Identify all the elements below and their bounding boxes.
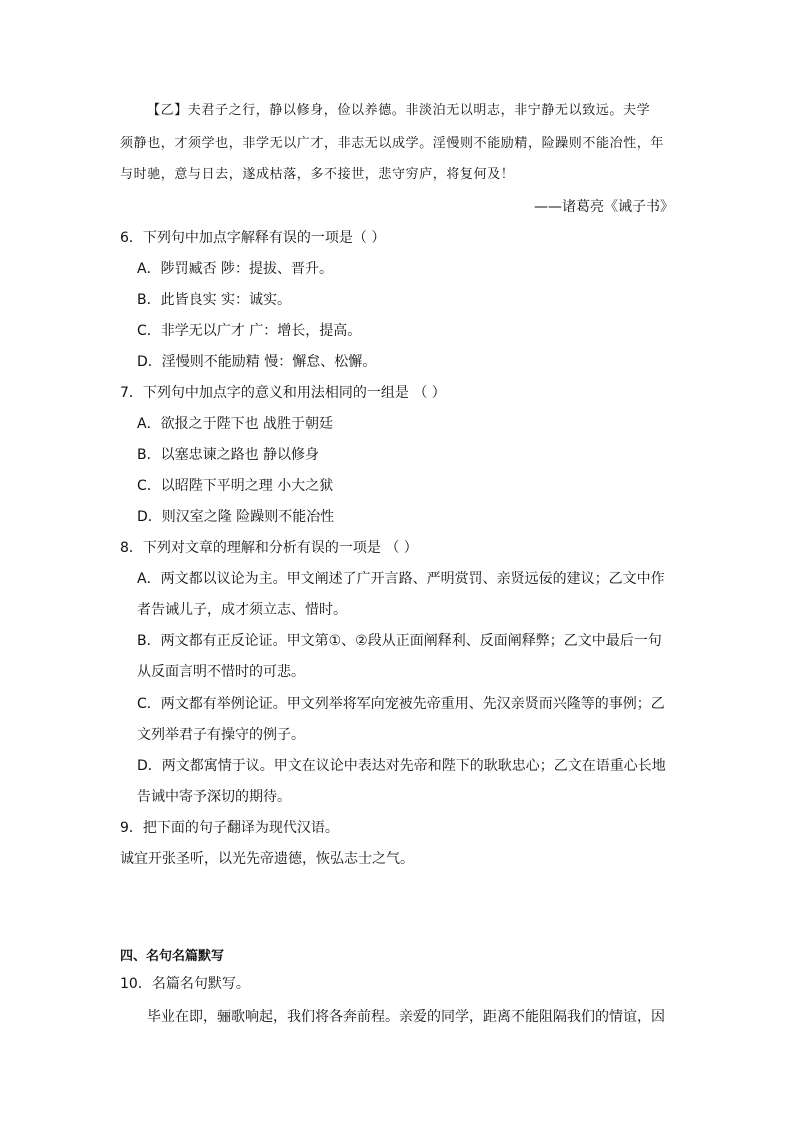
q9-stem: 9．把下面的句子翻译为现代汉语。 xyxy=(120,820,339,836)
q7-option-d: D．则汉室之隆 险躁则不能冶性 xyxy=(137,509,335,525)
q7-option-a: A．欲报之于陛下也 战胜于朝廷 xyxy=(137,416,334,432)
q6-stem: 6．下列句中加点字解释有误的一项是（ ） xyxy=(120,230,386,246)
q8-option-c-line-1: C．两文都有举例论证。甲文列举将军向宠被先帝重用、先汉亲贤而兴隆等的事例；乙 xyxy=(137,696,665,712)
q8-option-a-line-1: A．两文都以议论为主。甲文阐述了广开言路、严明赏罚、亲贤远佞的建议；乙文中作 xyxy=(137,571,665,587)
q8-option-d-line-2: 告诫中寄予深切的期待。 xyxy=(137,789,291,805)
q7-stem: 7．下列句中加点字的意义和用法相同的一组是 （ ） xyxy=(120,385,446,401)
q8-option-c-line-2: 文列举君子有操守的例子。 xyxy=(137,727,305,743)
q10-stem: 10．名篇名句默写。 xyxy=(120,976,250,992)
q10-text: 毕业在即，骊歌响起，我们将各奔前程。亲爱的同学，距离不能阻隔我们的情谊，因 xyxy=(147,1009,665,1025)
q8-option-b-line-1: B．两文都有正反论证。甲文第①、②段从正面阐释利、反面阐释弊；乙文中最后一句 xyxy=(137,633,662,649)
passage-line-1: 【乙】夫君子之行，静以修身，俭以养德。非淡泊无以明志，非宁静无以致远。夫学 xyxy=(147,103,651,118)
q6-option-d: D．淫慢则不能励精 慢：懈怠、松懈。 xyxy=(137,354,377,370)
passage-line-3: 与时驰，意与日去，遂成枯落，多不接世，悲守穷庐，将复何及！ xyxy=(120,167,515,182)
passage-line-2: 须静也，才须学也，非学无以广才，非志无以成学。淫慢则不能励精，险躁则不能冶性，年 xyxy=(120,136,665,151)
q8-stem: 8．下列对文章的理解和分析有误的一项是 （ ） xyxy=(120,540,418,556)
q7-option-c: C．以昭陛下平明之理 小大之狱 xyxy=(137,478,334,494)
q6-option-a: A．陟罚臧否 陟：提拔、晋升。 xyxy=(137,261,334,277)
q8-option-b-line-2: 从反面言明不惜时的可悲。 xyxy=(137,664,305,680)
q8-option-a-line-2: 者告诫儿子，成才须立志、惜时。 xyxy=(137,602,347,618)
q9-sentence: 诚宜开张圣听，以光先帝遗德，恢弘志士之气。 xyxy=(120,851,414,867)
q8-option-d-line-1: D．两文都寓情于议。甲文在议论中表达对先帝和陛下的耿耿忠心；乙文在语重心长地 xyxy=(137,758,666,774)
q6-option-b: B．此皆良实 实：诚实。 xyxy=(137,292,292,308)
passage-source: ——诸葛亮《诫子书》 xyxy=(534,199,674,215)
section-4-heading: 四、名句名篇默写 xyxy=(120,949,225,964)
q6-option-c: C．非学无以广才 广：增长，提高。 xyxy=(137,323,362,339)
q7-option-b: B．以塞忠谏之路也 静以修身 xyxy=(137,447,320,463)
